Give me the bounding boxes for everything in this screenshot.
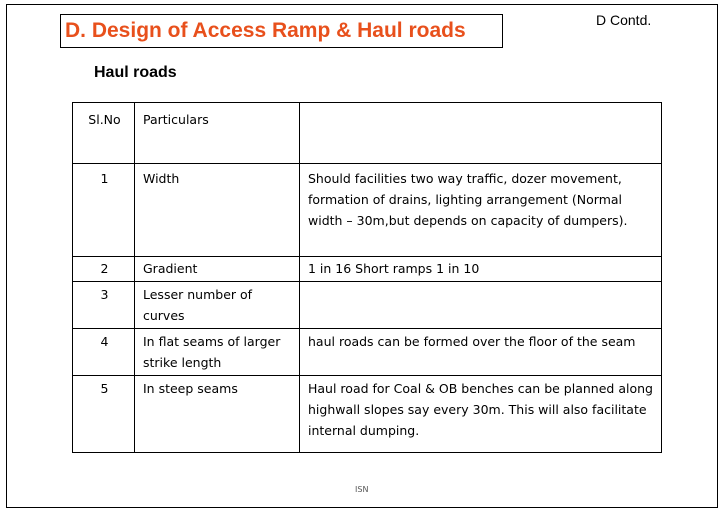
row-particulars: Width xyxy=(135,164,300,257)
table-row xyxy=(73,329,662,376)
row-particulars: Lesser number of curves xyxy=(135,282,300,329)
row-sl-no: 4 xyxy=(73,329,135,376)
row-sl-no: 1 xyxy=(73,164,135,257)
row-sl-no: 5 xyxy=(73,376,135,453)
continued-label: D Contd. xyxy=(596,12,652,28)
section-subtitle: Haul roads xyxy=(94,64,177,81)
row-sl-no: 2 xyxy=(73,257,135,282)
table-header-row xyxy=(73,103,662,164)
row-details: Haul road for Coal & OB benches can be planned along highwall slopes say every 30m. This will also facilitate internal dumping. xyxy=(300,376,662,453)
table-row xyxy=(73,376,662,453)
row-particulars: In flat seams of larger strike length xyxy=(135,329,300,376)
row-details: 1 in 16 Short ramps 1 in 10 xyxy=(300,257,662,282)
header-sl-no: Sl.No xyxy=(73,103,135,164)
footer-label: ISN xyxy=(355,485,369,494)
row-particulars: Gradient xyxy=(135,257,300,282)
table-row xyxy=(73,257,662,282)
row-sl-no: 3 xyxy=(73,282,135,329)
haul-roads-table xyxy=(72,102,662,453)
slide-title: D. Design of Access Ramp & Haul roads xyxy=(60,14,503,48)
header-details xyxy=(300,103,662,164)
table-row xyxy=(73,164,662,257)
row-details: Should facilities two way traffic, dozer movement, formation of drains, lighting arrangement (Normal width – 30m,but depends on capacity of dumpers). xyxy=(300,164,662,257)
row-particulars: In steep seams xyxy=(135,376,300,453)
table-row xyxy=(73,282,662,329)
row-details: haul roads can be formed over the floor of the seam xyxy=(300,329,662,376)
header-particulars: Particulars xyxy=(135,103,300,164)
row-details xyxy=(300,282,662,329)
